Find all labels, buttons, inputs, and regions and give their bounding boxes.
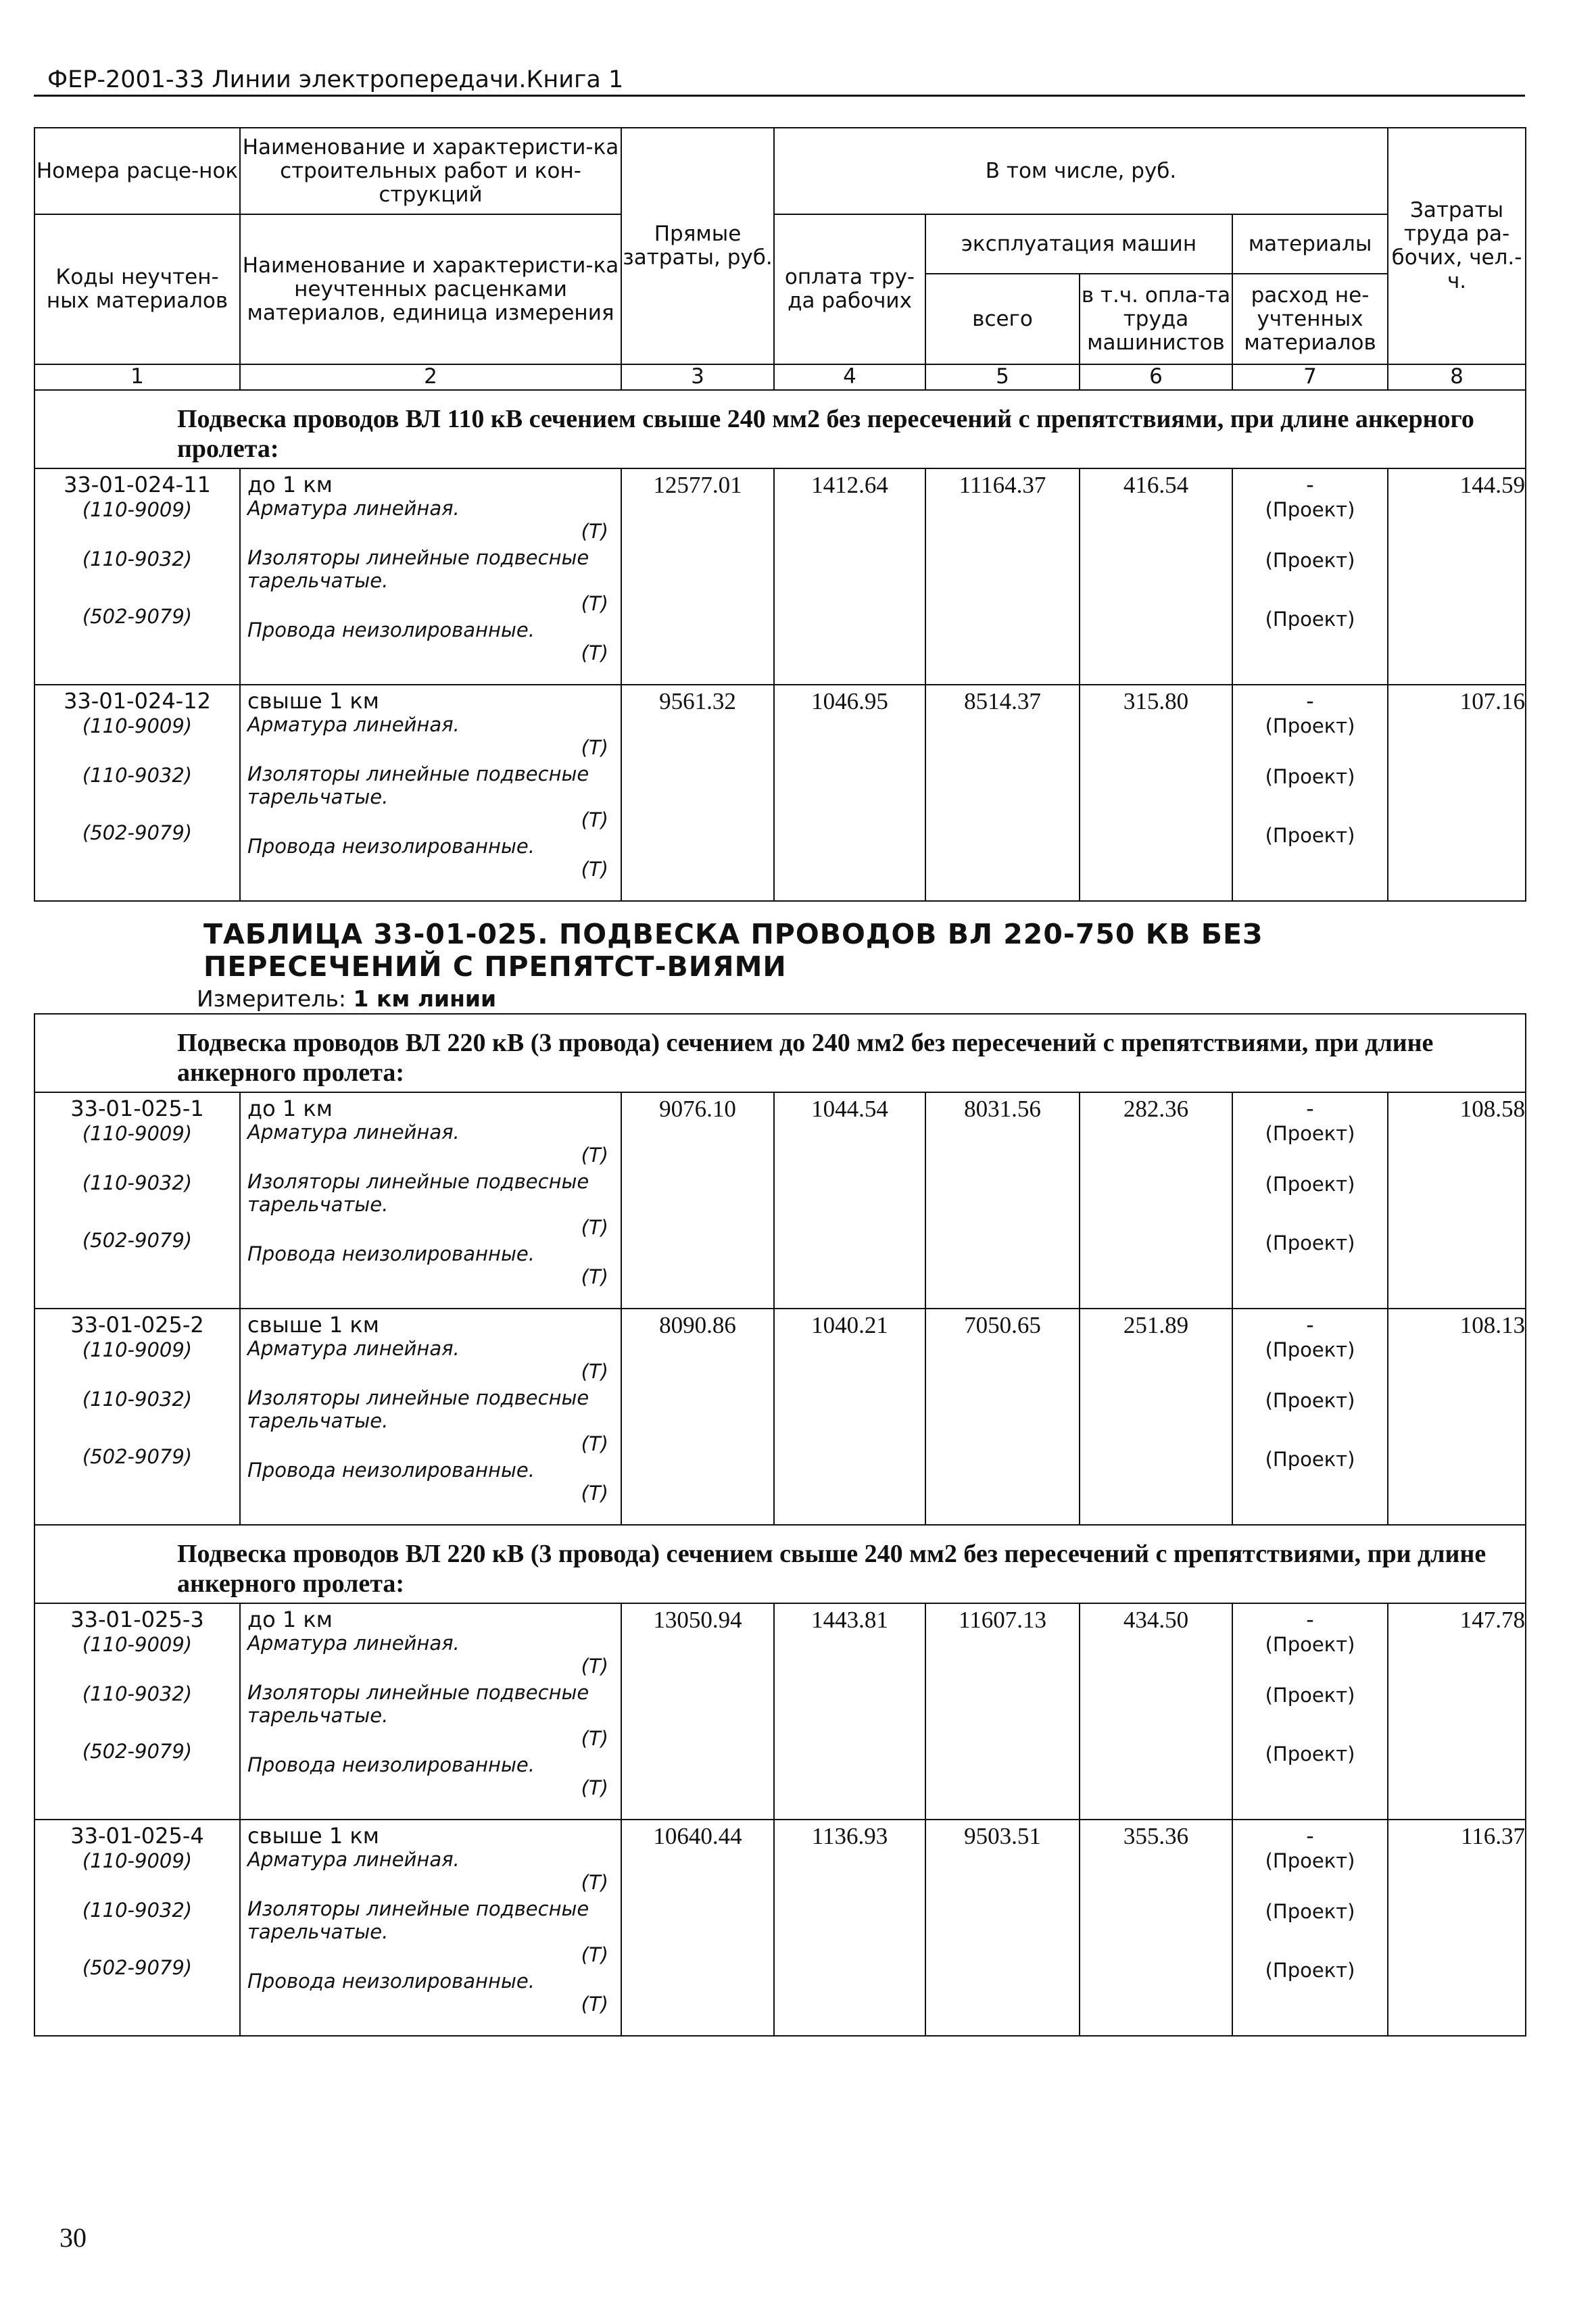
material-name: Арматура линейная. bbox=[247, 713, 460, 736]
material-unit: (Т) bbox=[581, 641, 608, 664]
header-materials-group: материалы bbox=[1232, 214, 1388, 274]
labor-hours: 147.78 bbox=[1388, 1603, 1526, 1820]
materials-cell bbox=[1232, 685, 1388, 901]
rate-description-cell bbox=[240, 1820, 621, 2036]
material-code: (110-9032) bbox=[82, 764, 193, 787]
column-number: 4 bbox=[774, 364, 925, 390]
header-col2-bottom: Наименование и характеристи-ка неучтенных расценками материалов, единица измерения bbox=[240, 214, 621, 364]
material-name: Арматура линейная. bbox=[247, 497, 460, 520]
material-status: (Проект) bbox=[1265, 1389, 1355, 1412]
labor-cost: 1046.95 bbox=[774, 685, 925, 901]
material-status: (Проект) bbox=[1265, 765, 1355, 788]
section-row bbox=[34, 390, 1526, 468]
rate-description-cell bbox=[240, 685, 621, 901]
machinist-cost: 416.54 bbox=[1080, 468, 1232, 685]
rate-row bbox=[34, 1820, 1526, 2036]
rate-description-cell bbox=[240, 468, 621, 685]
table-title-cell bbox=[34, 901, 1526, 1014]
direct-cost: 12577.01 bbox=[621, 468, 774, 685]
machines-cost: 8031.56 bbox=[925, 1092, 1080, 1309]
labor-hours: 116.37 bbox=[1388, 1820, 1526, 2036]
material-status: (Проект) bbox=[1265, 824, 1355, 847]
rate-code: 33-01-024-12 bbox=[64, 688, 211, 714]
material-unit: (Т) bbox=[581, 1776, 608, 1799]
rate-description-cell bbox=[240, 1309, 621, 1525]
materials-value: - bbox=[1306, 1312, 1314, 1338]
page-number: 30 bbox=[59, 2222, 87, 2253]
material-status: (Проект) bbox=[1265, 1173, 1355, 1196]
labor-cost: 1136.93 bbox=[774, 1820, 925, 2036]
material-code: (110-9009) bbox=[82, 1849, 193, 1872]
material-status: (Проект) bbox=[1265, 1743, 1355, 1765]
column-number: 3 bbox=[621, 364, 774, 390]
column-number: 7 bbox=[1232, 364, 1388, 390]
rate-code-cell bbox=[34, 1820, 240, 2036]
rate-name: свыше 1 км bbox=[247, 1823, 379, 1849]
rate-code-cell bbox=[34, 1309, 240, 1525]
material-status: (Проект) bbox=[1265, 608, 1355, 631]
materials-cell bbox=[1232, 1092, 1388, 1309]
material-code: (110-9009) bbox=[82, 714, 193, 737]
material-status: (Проект) bbox=[1265, 549, 1355, 572]
material-unit: (Т) bbox=[581, 1360, 608, 1383]
material-name: Провода неизолированные. bbox=[247, 1970, 535, 1993]
material-name: Арматура линейная. bbox=[247, 1121, 460, 1144]
material-code: (110-9009) bbox=[82, 1338, 193, 1361]
header-col1-top: Номера расце-нок bbox=[34, 128, 240, 214]
header-col5: всего bbox=[925, 274, 1080, 364]
column-number: 5 bbox=[925, 364, 1080, 390]
rate-code-cell bbox=[34, 1603, 240, 1820]
material-code: (110-9032) bbox=[82, 1682, 193, 1705]
material-unit: (Т) bbox=[581, 1993, 608, 2016]
material-status: (Проект) bbox=[1265, 1959, 1355, 1982]
material-status: (Проект) bbox=[1265, 1849, 1355, 1872]
labor-hours: 107.16 bbox=[1388, 685, 1526, 901]
machines-cost: 7050.65 bbox=[925, 1309, 1080, 1525]
column-number: 2 bbox=[240, 364, 621, 390]
section-row bbox=[34, 1525, 1526, 1603]
column-number: 8 bbox=[1388, 364, 1526, 390]
material-code: (110-9009) bbox=[82, 1633, 193, 1656]
material-unit: (Т) bbox=[581, 1216, 608, 1239]
material-code: (110-9009) bbox=[82, 1122, 193, 1145]
rate-row bbox=[34, 468, 1526, 685]
rate-code-cell bbox=[34, 1092, 240, 1309]
material-code: (110-9032) bbox=[82, 1899, 193, 1922]
direct-cost: 9561.32 bbox=[621, 685, 774, 901]
header-rule bbox=[34, 95, 1525, 97]
meter-value: 1 км линии bbox=[353, 985, 497, 1012]
material-unit: (Т) bbox=[581, 1655, 608, 1678]
table-title: ТАБЛИЦА 33-01-025. ПОДВЕСКА ПРОВОДОВ ВЛ 220-750 КВ БЕЗ ПЕРЕСЕЧЕНИЙ С ПРЕПЯТСТ-ВИЯМИ bbox=[203, 918, 1263, 983]
material-code: (502-9079) bbox=[82, 1740, 193, 1763]
material-unit: (Т) bbox=[581, 1943, 608, 1966]
material-name: Провода неизолированные. bbox=[247, 1242, 535, 1265]
material-unit: (Т) bbox=[581, 1727, 608, 1750]
rate-row bbox=[34, 1603, 1526, 1820]
header-group-top: В том числе, руб. bbox=[774, 128, 1388, 214]
labor-hours: 108.58 bbox=[1388, 1092, 1526, 1309]
labor-cost: 1044.54 bbox=[774, 1092, 925, 1309]
machines-cost: 9503.51 bbox=[925, 1820, 1080, 2036]
header-col8: Затраты труда ра-бочих, чел.-ч. bbox=[1388, 128, 1526, 364]
material-status: (Проект) bbox=[1265, 1122, 1355, 1145]
material-code: (502-9079) bbox=[82, 1956, 193, 1979]
header-col3: Прямые затраты, руб. bbox=[621, 128, 774, 364]
direct-cost: 8090.86 bbox=[621, 1309, 774, 1525]
rate-code: 33-01-025-4 bbox=[70, 1823, 204, 1849]
header-machines-group: эксплуатация машин bbox=[925, 214, 1232, 274]
material-status: (Проект) bbox=[1265, 498, 1355, 521]
material-status: (Проект) bbox=[1265, 1232, 1355, 1254]
labor-cost: 1443.81 bbox=[774, 1603, 925, 1820]
machines-cost: 8514.37 bbox=[925, 685, 1080, 901]
section-row bbox=[34, 1014, 1526, 1092]
material-unit: (Т) bbox=[581, 858, 608, 881]
column-number: 1 bbox=[34, 364, 240, 390]
material-unit: (Т) bbox=[581, 1871, 608, 1894]
header-col6: в т.ч. опла-та труда машинистов bbox=[1080, 274, 1232, 364]
materials-cell bbox=[1232, 1820, 1388, 2036]
materials-cell bbox=[1232, 468, 1388, 685]
rate-row bbox=[34, 1092, 1526, 1309]
meter-line bbox=[34, 983, 1526, 1013]
material-name: Провода неизолированные. bbox=[247, 1753, 535, 1776]
column-number-row bbox=[34, 364, 1526, 390]
materials-value: - bbox=[1306, 1823, 1314, 1849]
material-unit: (Т) bbox=[581, 808, 608, 831]
rate-name: до 1 км bbox=[247, 1607, 333, 1632]
rate-name: до 1 км bbox=[247, 1096, 333, 1121]
material-status: (Проект) bbox=[1265, 1448, 1355, 1471]
direct-cost: 10640.44 bbox=[621, 1820, 774, 2036]
machinist-cost: 355.36 bbox=[1080, 1820, 1232, 2036]
materials-value: - bbox=[1306, 1096, 1314, 1121]
direct-cost: 13050.94 bbox=[621, 1603, 774, 1820]
material-unit: (Т) bbox=[581, 1482, 608, 1505]
labor-cost: 1412.64 bbox=[774, 468, 925, 685]
header-col7: расход не-учтенных материалов bbox=[1232, 274, 1388, 364]
material-name: Арматура линейная. bbox=[247, 1632, 460, 1655]
materials-value: - bbox=[1306, 688, 1314, 714]
material-name: Провода неизолированные. bbox=[247, 618, 535, 641]
material-code: (110-9032) bbox=[82, 1388, 193, 1411]
column-number: 6 bbox=[1080, 364, 1232, 390]
materials-value: - bbox=[1306, 1607, 1314, 1632]
rate-description-cell bbox=[240, 1092, 621, 1309]
header-col1-bottom: Коды неучтен-ных материалов bbox=[34, 214, 240, 364]
materials-cell bbox=[1232, 1309, 1388, 1525]
material-name: Изоляторы линейные подвесные тарельчатые. bbox=[247, 1897, 589, 1943]
machinist-cost: 434.50 bbox=[1080, 1603, 1232, 1820]
rate-name: свыше 1 км bbox=[247, 688, 379, 714]
header-col2-top: Наименование и характеристи-ка строительных работ и кон-струкций bbox=[240, 128, 621, 214]
material-code: (502-9079) bbox=[82, 1229, 193, 1252]
material-name: Изоляторы линейные подвесные тарельчатые. bbox=[247, 762, 589, 808]
material-name: Арматура линейная. bbox=[247, 1848, 460, 1871]
material-name: Изоляторы линейные подвесные тарельчатые. bbox=[247, 1386, 589, 1432]
material-unit: (Т) bbox=[581, 1432, 608, 1455]
material-status: (Проект) bbox=[1265, 714, 1355, 737]
material-status: (Проект) bbox=[1265, 1900, 1355, 1923]
material-status: (Проект) bbox=[1265, 1633, 1355, 1656]
machinist-cost: 282.36 bbox=[1080, 1092, 1232, 1309]
material-name: Изоляторы линейные подвесные тарельчатые. bbox=[247, 1170, 589, 1216]
material-name: Провода неизолированные. bbox=[247, 1459, 535, 1482]
material-unit: (Т) bbox=[581, 736, 608, 759]
material-code: (110-9032) bbox=[82, 1171, 193, 1194]
running-header: ФЕР-2001-33 Линии электропередачи.Книга 1 bbox=[47, 66, 624, 93]
material-name: Изоляторы линейные подвесные тарельчатые. bbox=[247, 1681, 589, 1727]
material-code: (110-9032) bbox=[82, 547, 193, 570]
materials-cell bbox=[1232, 1603, 1388, 1820]
header-col4: оплата тру-да рабочих bbox=[774, 214, 925, 364]
machinist-cost: 315.80 bbox=[1080, 685, 1232, 901]
material-code: (502-9079) bbox=[82, 821, 193, 844]
rate-name: до 1 км bbox=[247, 472, 333, 497]
section-heading: Подвеска проводов ВЛ 110 кВ сечением свыше 240 мм2 без пересечений с препятствиями, при длине анкерного пролета: bbox=[34, 390, 1526, 468]
section-heading: Подвеска проводов ВЛ 220 кВ (3 провода) сечением свыше 240 мм2 без пересечений с препятствиями, при длине анкерного пролета: bbox=[34, 1525, 1526, 1603]
material-status: (Проект) bbox=[1265, 1338, 1355, 1361]
labor-cost: 1040.21 bbox=[774, 1309, 925, 1525]
table-title-row bbox=[34, 901, 1526, 1014]
rate-code-cell bbox=[34, 468, 240, 685]
direct-cost: 9076.10 bbox=[621, 1092, 774, 1309]
labor-hours: 144.59 bbox=[1388, 468, 1526, 685]
material-name: Изоляторы линейные подвесные тарельчатые. bbox=[247, 546, 589, 592]
rate-code: 33-01-025-3 bbox=[70, 1607, 204, 1632]
meter-label: Измеритель: bbox=[197, 985, 347, 1012]
rate-code-cell bbox=[34, 685, 240, 901]
machinist-cost: 251.89 bbox=[1080, 1309, 1232, 1525]
material-name: Провода неизолированные. bbox=[247, 835, 535, 858]
material-code: (502-9079) bbox=[82, 1445, 193, 1468]
materials-value: - bbox=[1306, 472, 1314, 497]
rate-row bbox=[34, 685, 1526, 901]
rate-row bbox=[34, 1309, 1526, 1525]
material-unit: (Т) bbox=[581, 1265, 608, 1288]
material-code: (110-9009) bbox=[82, 498, 193, 521]
labor-hours: 108.13 bbox=[1388, 1309, 1526, 1525]
material-name: Арматура линейная. bbox=[247, 1337, 460, 1360]
machines-cost: 11164.37 bbox=[925, 468, 1080, 685]
material-unit: (Т) bbox=[581, 592, 608, 615]
material-unit: (Т) bbox=[581, 1144, 608, 1167]
rate-description-cell bbox=[240, 1603, 621, 1820]
material-status: (Проект) bbox=[1265, 1684, 1355, 1707]
rate-code: 33-01-025-1 bbox=[70, 1096, 204, 1121]
price-table bbox=[34, 127, 1526, 2037]
section-heading: Подвеска проводов ВЛ 220 кВ (3 провода) сечением до 240 мм2 без пересечений с препятствиями, при длине анкерного пролета: bbox=[34, 1014, 1526, 1092]
material-code: (502-9079) bbox=[82, 605, 193, 628]
rate-code: 33-01-025-2 bbox=[70, 1312, 204, 1338]
machines-cost: 11607.13 bbox=[925, 1603, 1080, 1820]
rate-code: 33-01-024-11 bbox=[64, 472, 211, 497]
rate-name: свыше 1 км bbox=[247, 1312, 379, 1338]
material-unit: (Т) bbox=[581, 520, 608, 543]
